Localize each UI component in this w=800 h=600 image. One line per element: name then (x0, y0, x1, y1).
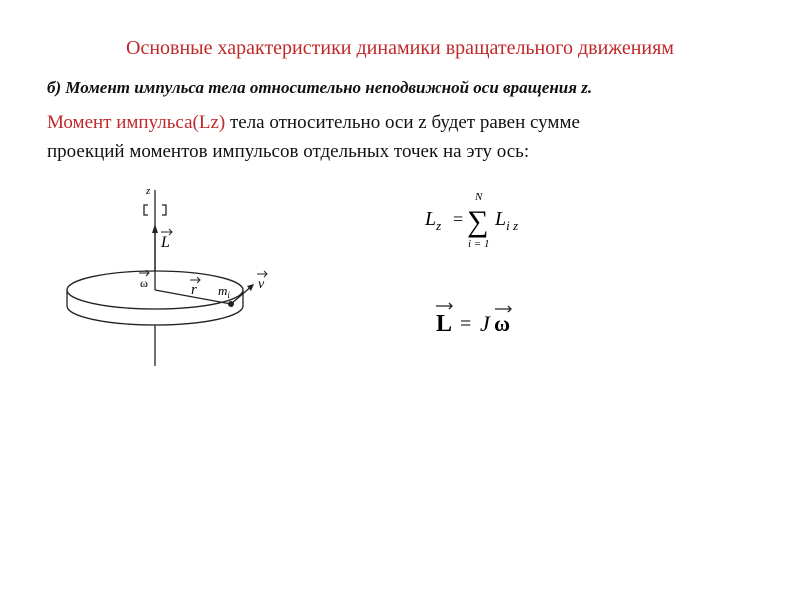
formula-product-equals: = (460, 313, 472, 335)
formula-product (430, 296, 530, 346)
definition-line2: проекций моментов импульсов отдельных точек на эту ось: (47, 141, 530, 162)
axis-z-label: z (146, 185, 151, 197)
slide-title: Основные характеристики динамики вращательного движениям (126, 37, 674, 59)
velocity-label: v (258, 277, 265, 292)
formula-product-J: J (480, 311, 490, 336)
formula-sum-equals: = (453, 209, 464, 229)
formula-sum-lhs: $L_z$ (425, 208, 442, 233)
formula-product-lhs-arrow (436, 303, 452, 309)
momentum-arrowhead (152, 224, 158, 233)
radius-label: r (191, 282, 197, 298)
omega-label: ω (140, 276, 148, 290)
definition-line1: тела относительно оси z будет равен сумме (225, 112, 580, 133)
formula-sum-sigma: ∑ (467, 205, 489, 238)
definition-highlight: Момент импульса(Lz) (47, 112, 226, 133)
rotation-bracket-left (144, 205, 148, 215)
formula-product-omega: ω (494, 311, 511, 336)
slide-subtitle: б) Момент импульса тела относительно неподвижной оси вращения z. (47, 78, 593, 97)
mass-label: $m_i$ (218, 283, 230, 300)
rotating-disk-diagram (55, 178, 295, 373)
definition-paragraph (47, 108, 747, 166)
momentum-label: L (161, 234, 170, 251)
formula-sum (415, 183, 545, 255)
formula-sum-upper: N (475, 191, 483, 203)
formula-sum-lower: i = 1 (468, 238, 490, 250)
rotation-bracket-right (162, 205, 166, 215)
formula-product-lhs: L (436, 311, 453, 337)
formula-sum-term: $L_{i z}$ (495, 208, 519, 233)
